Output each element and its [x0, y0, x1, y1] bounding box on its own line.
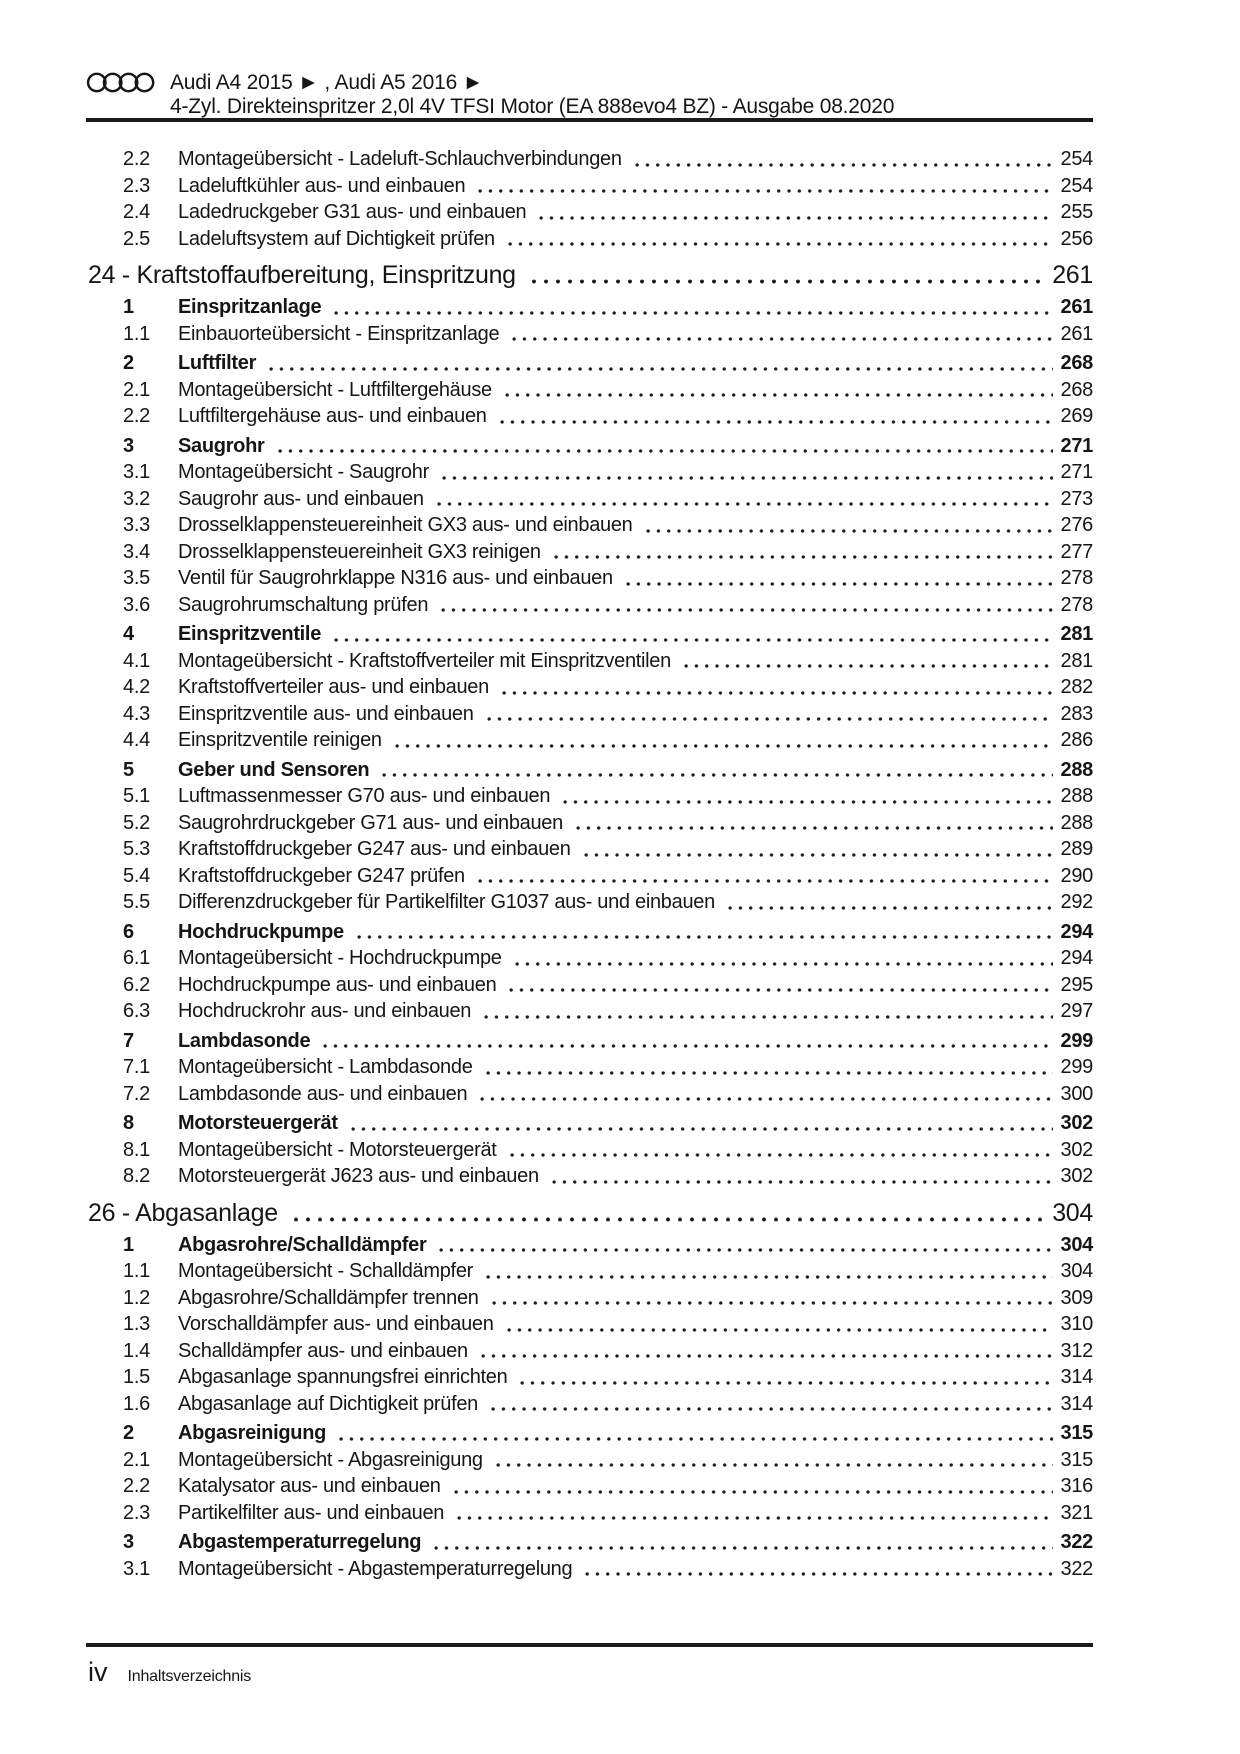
- toc-entry-page: 261: [1060, 296, 1093, 318]
- toc: [86, 146, 1093, 1582]
- toc-entry-row: [86, 621, 1093, 648]
- toc-entry-title: Luftmassenmesser G70 aus- und einbauen: [178, 785, 551, 807]
- toc-entry-page: 261: [1060, 322, 1093, 345]
- toc-entry-number: 7.2: [123, 1082, 150, 1105]
- toc-entry-title: Saugrohr: [178, 434, 265, 457]
- dot-leader: [502, 377, 1053, 404]
- toc-entry-page: 315: [1060, 1422, 1093, 1444]
- dot-leader: [643, 512, 1053, 539]
- toc-chapter-page: 261: [1052, 261, 1093, 289]
- toc-entry-row: [86, 757, 1093, 784]
- toc-entry-number: 5.2: [123, 811, 150, 834]
- dot-leader: [488, 1391, 1053, 1418]
- toc-entry-number: 5.5: [123, 891, 150, 913]
- toc-entry-page: 304: [1060, 1233, 1093, 1256]
- toc-entry-number: 3.3: [123, 514, 150, 536]
- toc-entry-number: 4.1: [123, 649, 150, 672]
- dot-leader: [623, 565, 1053, 592]
- toc-entry-title: Montageübersicht - Abgasreinigung: [178, 1448, 483, 1471]
- toc-entry-title: Ladeluftsystem auf Dichtigkeit prüfen: [178, 227, 495, 250]
- toc-entry-title: Kraftstoffdruckgeber G247 aus- und einbauen: [178, 838, 571, 860]
- toc-chapter-page: 304: [1052, 1198, 1093, 1227]
- toc-entry-page: 271: [1060, 434, 1093, 457]
- dot-leader: [454, 1500, 1052, 1527]
- dot-leader: [451, 1473, 1053, 1500]
- toc-entry-number: 2.2: [123, 1475, 150, 1497]
- toc-entry-number: 6: [123, 920, 134, 943]
- toc-entry-title: Einbauorteübersicht - Einspritzanlage: [178, 322, 500, 345]
- dot-leader: [477, 1081, 1052, 1108]
- toc-entry-row: [86, 1364, 1093, 1391]
- toc-entry-page: 295: [1060, 973, 1093, 996]
- toc-entry-number: 3: [123, 1531, 134, 1553]
- toc-entry-number: 3.6: [123, 593, 150, 616]
- toc-entry-page: 309: [1060, 1286, 1093, 1309]
- toc-entry-title: Montageübersicht - Motorsteuergerät: [178, 1138, 497, 1161]
- toc-entry-page: 281: [1060, 623, 1093, 645]
- toc-entry-row: [86, 403, 1093, 430]
- header-rule: [86, 118, 1093, 122]
- toc-entry-title: Luftfiltergehäuse aus- und einbauen: [178, 405, 487, 427]
- toc-entry-row: [86, 1391, 1093, 1418]
- toc-entry-page: 281: [1060, 649, 1093, 672]
- toc-entry-title: Einspritzventile reinigen: [178, 729, 382, 751]
- dot-leader: [439, 459, 1053, 486]
- toc-entry-page: 288: [1060, 811, 1093, 834]
- toc-entry-title: Montageübersicht - Kraftstoffverteiler mit Einspritzventilen: [178, 649, 671, 672]
- dot-leader: [573, 810, 1053, 837]
- toc-entry-title: Saugrohrumschaltung prüfen: [178, 593, 429, 616]
- dot-leader: [354, 919, 1053, 946]
- dot-leader: [681, 648, 1053, 675]
- toc-entry-number: 2.1: [123, 378, 150, 401]
- toc-entry-title: Saugrohrdruckgeber G71 aus- und einbauen: [178, 811, 563, 834]
- toc-entry-row: [86, 1163, 1093, 1190]
- toc-entry-title: Hochdruckrohr aus- und einbauen: [178, 1000, 472, 1022]
- dot-leader: [475, 863, 1053, 890]
- toc-entry-page: 314: [1060, 1366, 1093, 1388]
- toc-entry-page: 282: [1060, 676, 1093, 698]
- toc-entry-number: 3.1: [123, 461, 150, 483]
- toc-chapter-row: [86, 259, 1093, 291]
- dot-leader: [725, 889, 1053, 916]
- toc-entry-page: 299: [1060, 1056, 1093, 1078]
- toc-entry-page: 288: [1060, 758, 1093, 781]
- toc-entry-row: [86, 1110, 1093, 1137]
- toc-entry-row: [86, 783, 1093, 810]
- toc-entry-title: Abgasanlage auf Dichtigkeit prüfen: [178, 1392, 479, 1415]
- toc-entry-title: Montageübersicht - Hochdruckpumpe: [178, 947, 502, 969]
- toc-entry-number: 2.5: [123, 227, 150, 250]
- toc-entry-number: 1.4: [123, 1339, 150, 1362]
- toc-chapter-row: [86, 1197, 1093, 1229]
- toc-chapter-label: 26 - Abgasanlage: [88, 1198, 278, 1227]
- toc-entry-title: Geber und Sensoren: [178, 758, 370, 781]
- toc-entry-number: 2.3: [123, 174, 150, 197]
- toc-entry-row: [86, 836, 1093, 863]
- toc-entry-row: [86, 972, 1093, 999]
- toc-entry-page: 289: [1060, 838, 1093, 860]
- dot-leader: [434, 486, 1053, 513]
- toc-entry-row: [86, 1529, 1093, 1556]
- toc-entry-page: 254: [1060, 148, 1093, 170]
- dot-leader: [506, 972, 1052, 999]
- toc-entry-number: 4: [123, 623, 134, 645]
- toc-entry-title: Schalldämpfer aus- und einbauen: [178, 1339, 468, 1362]
- toc-entry-number: 1.1: [123, 1260, 150, 1282]
- dot-leader: [509, 321, 1052, 348]
- toc-entry-number: 1.1: [123, 322, 150, 345]
- toc-entry-title: Motorsteuergerät J623 aus- und einbauen: [178, 1165, 539, 1187]
- dot-leader: [581, 836, 1053, 863]
- toc-entry-number: 2.2: [123, 148, 150, 170]
- toc-entry-page: 283: [1060, 702, 1093, 725]
- toc-entry-page: 294: [1060, 947, 1093, 969]
- dot-leader: [290, 1197, 1048, 1229]
- toc-entry-page: 300: [1060, 1082, 1093, 1105]
- toc-entry-title: Einspritzventile aus- und einbauen: [178, 702, 474, 725]
- toc-chapter-label: 24 - Kraftstoffaufbereitung, Einspritzung: [88, 261, 516, 289]
- toc-entry-title: Kraftstoffverteiler aus- und einbauen: [178, 676, 489, 698]
- dot-leader: [484, 701, 1053, 728]
- dot-leader: [331, 294, 1052, 321]
- toc-entry-row: [86, 863, 1093, 890]
- toc-entry-row: [86, 1028, 1093, 1055]
- dot-leader: [475, 173, 1052, 200]
- toc-entry-number: 8.1: [123, 1138, 150, 1161]
- toc-entry-title: Drosselklappensteuereinheit GX3 reinigen: [178, 540, 541, 563]
- toc-entry-row: [86, 889, 1093, 916]
- dot-leader: [483, 1258, 1053, 1285]
- toc-entry-row: [86, 486, 1093, 513]
- toc-entry-title: Drosselklappensteuereinheit GX3 aus- und einbauen: [178, 514, 633, 536]
- dot-leader: [493, 1447, 1053, 1474]
- dot-leader: [438, 592, 1052, 619]
- dot-leader: [512, 945, 1053, 972]
- toc-entry-title: Abgastemperaturregelung: [178, 1531, 422, 1553]
- toc-entry-page: 315: [1060, 1448, 1093, 1471]
- toc-entry-page: 321: [1060, 1501, 1093, 1524]
- toc-entry-title: Abgasanlage spannungsfrei einrichten: [178, 1366, 508, 1388]
- toc-entry-number: 3.2: [123, 487, 150, 510]
- toc-entry-row: [86, 592, 1093, 619]
- dot-leader: [483, 1054, 1053, 1081]
- dot-leader: [517, 1364, 1052, 1391]
- toc-entry-page: 312: [1060, 1339, 1093, 1362]
- toc-entry-page: 297: [1060, 1000, 1093, 1022]
- toc-entry-page: 299: [1060, 1029, 1093, 1052]
- toc-entry-row: [86, 1338, 1093, 1365]
- toc-entry-row: [86, 1473, 1093, 1500]
- toc-entry-number: 1: [123, 1233, 134, 1256]
- toc-entry-title: Montageübersicht - Lambdasonde: [178, 1056, 473, 1078]
- toc-entry-page: 277: [1060, 540, 1093, 563]
- toc-entry-row: [86, 1447, 1093, 1474]
- toc-entry-row: [86, 701, 1093, 728]
- dot-leader: [507, 1137, 1053, 1164]
- toc-entry-title: Differenzdruckgeber für Partikelfilter G1037 aus- und einbauen: [178, 891, 715, 913]
- header-model-line: [86, 70, 1093, 95]
- toc-entry-title: Vorschalldämpfer aus- und einbauen: [178, 1313, 494, 1335]
- toc-entry-row: [86, 945, 1093, 972]
- toc-entry-row: [86, 727, 1093, 754]
- page-footer: [88, 1656, 251, 1688]
- page-header: [86, 70, 1093, 118]
- toc-entry-title: Hochdruckpumpe aus- und einbauen: [178, 973, 497, 996]
- toc-entry-row: [86, 1285, 1093, 1312]
- toc-entry-row: [86, 1232, 1093, 1259]
- toc-entry-number: 2.3: [123, 1501, 150, 1524]
- footer-rule: [86, 1643, 1093, 1647]
- toc-entry-row: [86, 146, 1093, 173]
- dot-leader: [582, 1556, 1052, 1583]
- dot-leader: [505, 226, 1053, 253]
- toc-entry-title: Ventil für Saugrohrklappe N316 aus- und einbauen: [178, 567, 613, 589]
- toc-entry-row: [86, 539, 1093, 566]
- footer-label: Inhaltsverzeichnis: [127, 1668, 252, 1685]
- toc-entry-number: 4.4: [123, 729, 150, 751]
- dot-leader: [549, 1163, 1053, 1190]
- toc-entry-row: [86, 377, 1093, 404]
- toc-entry-page: 302: [1060, 1165, 1093, 1187]
- toc-entry-title: Lambdasonde aus- und einbauen: [178, 1082, 468, 1105]
- footer-page-number: iv: [88, 1657, 108, 1687]
- toc-entry-title: Montageübersicht - Saugrohr: [178, 461, 429, 483]
- toc-entry-number: 4.2: [123, 676, 150, 698]
- toc-entry-page: 322: [1060, 1557, 1093, 1580]
- toc-entry-row: [86, 350, 1093, 377]
- toc-entry-row: [86, 226, 1093, 253]
- toc-entry-row: [86, 433, 1093, 460]
- toc-entry-number: 5.3: [123, 838, 150, 860]
- toc-entry-number: 5: [123, 758, 134, 781]
- toc-entry-row: [86, 1137, 1093, 1164]
- toc-entry-row: [86, 1500, 1093, 1527]
- toc-entry-row: [86, 810, 1093, 837]
- dot-leader: [275, 433, 1053, 460]
- dot-leader: [379, 757, 1052, 784]
- toc-entry-page: 271: [1060, 461, 1093, 483]
- dot-leader: [551, 539, 1053, 566]
- toc-entry-page: 269: [1060, 405, 1093, 427]
- toc-entry-row: [86, 1556, 1093, 1583]
- toc-entry-row: [86, 998, 1093, 1025]
- toc-entry-page: 304: [1060, 1260, 1093, 1282]
- toc-entry-title: Hochdruckpumpe: [178, 920, 344, 943]
- toc-entry-title: Saugrohr aus- und einbauen: [178, 487, 424, 510]
- dot-leader: [499, 674, 1053, 701]
- toc-entry-number: 8: [123, 1112, 134, 1134]
- toc-entry-number: 2.1: [123, 1448, 150, 1471]
- toc-entry-number: 1.3: [123, 1313, 150, 1335]
- toc-entry-title: Montageübersicht - Schalldämpfer: [178, 1260, 473, 1282]
- dot-leader: [436, 1232, 1052, 1259]
- toc-entry-number: 1.2: [123, 1286, 150, 1309]
- toc-entry-title: Einspritzventile: [178, 623, 322, 645]
- toc-entry-title: Katalysator aus- und einbauen: [178, 1475, 441, 1497]
- dot-leader: [348, 1110, 1053, 1137]
- toc-entry-title: Luftfilter: [178, 352, 257, 374]
- toc-entry-number: 3.4: [123, 540, 150, 563]
- toc-entry-number: 3.1: [123, 1557, 150, 1580]
- dot-leader: [489, 1285, 1053, 1312]
- toc-entry-row: [86, 294, 1093, 321]
- dot-leader: [320, 1028, 1052, 1055]
- toc-entry-page: 316: [1060, 1475, 1093, 1497]
- toc-entry-number: 6.3: [123, 1000, 150, 1022]
- header-models-text: Audi A4 2015 ► , Audi A5 2016 ►: [170, 71, 484, 94]
- toc-entry-page: 268: [1060, 352, 1093, 374]
- toc-entry-number: 6.2: [123, 973, 150, 996]
- toc-entry-number: 2: [123, 1422, 134, 1444]
- toc-entry-page: 322: [1060, 1531, 1093, 1553]
- toc-entry-page: 302: [1060, 1138, 1093, 1161]
- dot-leader: [331, 621, 1053, 648]
- dot-leader: [528, 259, 1048, 291]
- dot-leader: [504, 1311, 1053, 1338]
- toc-entry-title: Motorsteuergerät: [178, 1112, 338, 1134]
- toc-entry-row: [86, 648, 1093, 675]
- toc-entry-page: 254: [1060, 174, 1093, 197]
- audi-rings-icon: [86, 71, 156, 94]
- header-subtitle: 4-Zyl. Direkteinspritzer 2,0l 4V TFSI Motor (EA 888evo4 BZ) - Ausgabe 08.2020: [170, 95, 895, 118]
- toc-entry-row: [86, 1054, 1093, 1081]
- toc-entry-row: [86, 459, 1093, 486]
- toc-entry-page: 310: [1060, 1313, 1093, 1335]
- dot-leader: [266, 350, 1052, 377]
- toc-entry-row: [86, 1311, 1093, 1338]
- toc-entry-row: [86, 1420, 1093, 1447]
- toc-entry-row: [86, 919, 1093, 946]
- toc-entry-title: Abgasrohre/Schalldämpfer: [178, 1233, 427, 1256]
- toc-entry-number: 2: [123, 352, 134, 374]
- toc-entry-number: 8.2: [123, 1165, 150, 1187]
- toc-entry-number: 7.1: [123, 1056, 150, 1078]
- toc-entry-row: [86, 565, 1093, 592]
- toc-entry-page: 276: [1060, 514, 1093, 536]
- toc-entry-number: 4.3: [123, 702, 150, 725]
- toc-entry-page: 278: [1060, 593, 1093, 616]
- dot-leader: [431, 1529, 1052, 1556]
- toc-entry-number: 1.6: [123, 1392, 150, 1415]
- toc-entry-title: Ladeluftkühler aus- und einbauen: [178, 174, 466, 197]
- toc-entry-number: 1.5: [123, 1366, 150, 1388]
- toc-entry-page: 290: [1060, 864, 1093, 887]
- dot-leader: [497, 403, 1053, 430]
- toc-entry-number: 7: [123, 1029, 134, 1052]
- toc-entry-page: 288: [1060, 785, 1093, 807]
- toc-entry-page: 273: [1060, 487, 1093, 510]
- toc-entry-number: 3.5: [123, 567, 150, 589]
- toc-entry-title: Abgasreinigung: [178, 1422, 327, 1444]
- dot-leader: [481, 998, 1052, 1025]
- toc-entry-page: 255: [1060, 201, 1093, 223]
- toc-entry-number: 5.1: [123, 785, 150, 807]
- toc-entry-title: Montageübersicht - Abgastemperaturregelung: [178, 1557, 573, 1580]
- toc-entry-page: 292: [1060, 891, 1093, 913]
- toc-entry-title: Abgasrohre/Schalldämpfer trennen: [178, 1286, 479, 1309]
- toc-entry-title: Ladedruckgeber G31 aus- und einbauen: [178, 201, 527, 223]
- toc-entry-row: [86, 321, 1093, 348]
- toc-entry-title: Montageübersicht - Luftfiltergehäuse: [178, 378, 492, 401]
- toc-entry-number: 3: [123, 434, 134, 457]
- dot-leader: [560, 783, 1052, 810]
- toc-entry-title: Lambdasonde: [178, 1029, 311, 1052]
- toc-entry-page: 302: [1060, 1112, 1093, 1134]
- dot-leader: [536, 199, 1052, 226]
- dot-leader: [336, 1420, 1052, 1447]
- toc-entry-page: 286: [1060, 729, 1093, 751]
- dot-leader: [478, 1338, 1053, 1365]
- toc-entry-row: [86, 674, 1093, 701]
- toc-entry-number: 6.1: [123, 947, 150, 969]
- toc-entry-row: [86, 173, 1093, 200]
- toc-entry-number: 5.4: [123, 864, 150, 887]
- toc-entry-row: [86, 1258, 1093, 1285]
- toc-entry-number: 2.4: [123, 201, 150, 223]
- dot-leader: [632, 146, 1053, 173]
- toc-entry-row: [86, 199, 1093, 226]
- toc-entry-row: [86, 512, 1093, 539]
- toc-entry-page: 268: [1060, 378, 1093, 401]
- toc-entry-title: Kraftstoffdruckgeber G247 prüfen: [178, 864, 465, 887]
- toc-entry-title: Montageübersicht - Ladeluft-Schlauchverbindungen: [178, 148, 622, 170]
- toc-entry-row: [86, 1081, 1093, 1108]
- toc-entry-page: 256: [1060, 227, 1093, 250]
- toc-entry-number: 2.2: [123, 405, 150, 427]
- toc-entry-page: 294: [1060, 920, 1093, 943]
- toc-entry-title: Partikelfilter aus- und einbauen: [178, 1501, 445, 1524]
- toc-entry-page: 314: [1060, 1392, 1093, 1415]
- toc-entry-page: 278: [1060, 567, 1093, 589]
- toc-entry-title: Einspritzanlage: [178, 296, 322, 318]
- toc-entry-number: 1: [123, 296, 134, 318]
- dot-leader: [392, 727, 1053, 754]
